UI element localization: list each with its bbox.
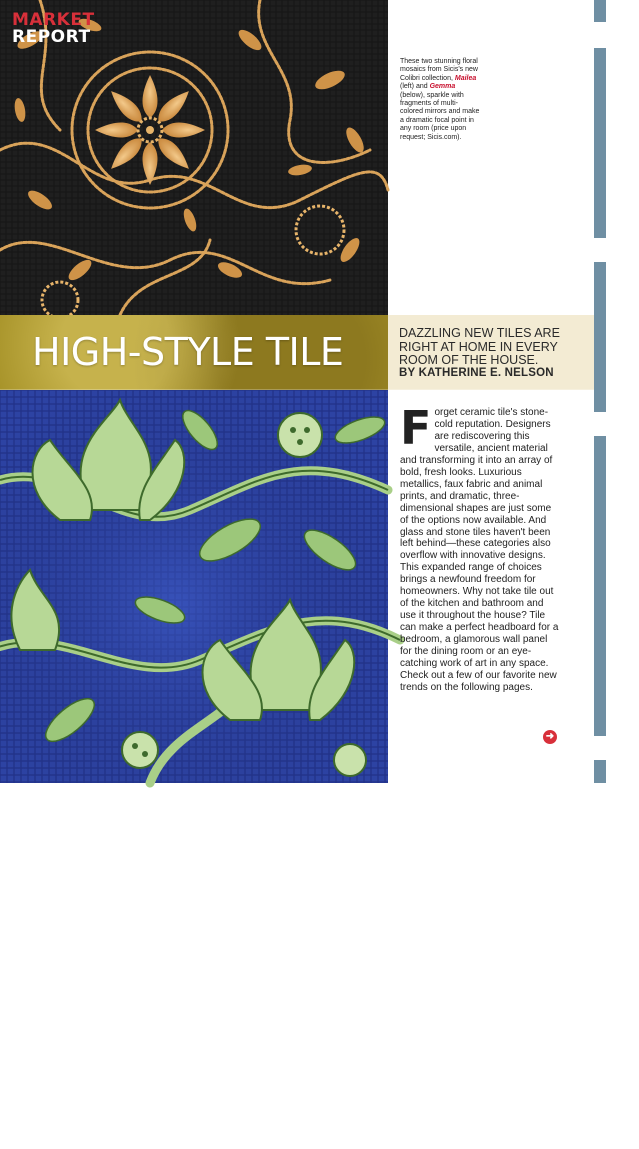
caption-text-3: (below), sparkle with fragments of multi-colored mirrors and make a dramatic focal point in any room (price upon request; Sicis.com). — [400, 91, 480, 141]
page-folio — [24, 1142, 112, 1149]
section-label-line2: REPORT — [12, 27, 91, 47]
edge-tab — [594, 48, 606, 238]
green-floral-mosaic-art — [0, 390, 388, 783]
blue-green-mosaic-photo — [0, 390, 388, 1149]
headline-band — [0, 315, 388, 390]
gold-mosaic-photo — [0, 0, 388, 315]
article-body — [400, 401, 560, 694]
drop-cap: F — [400, 401, 432, 455]
band-divider — [0, 389, 594, 390]
deck-band — [388, 315, 594, 390]
section-label-line1: MARKET — [12, 10, 95, 30]
article-deck: DAZZLING NEW TILES ARE RIGHT AT HOME IN EVERY ROOM OF THE HOUSE. — [399, 326, 560, 368]
article-headline: HIGH-STYLE TILE — [32, 330, 344, 374]
caption-text-1: These two stunning floral mosaics from Sicis's new Colibri collection, — [400, 58, 478, 82]
edge-tab — [594, 436, 606, 736]
arrow-right-icon[interactable]: ➜ — [543, 730, 557, 744]
caption-product-gemma: Gemma — [429, 83, 456, 91]
photo-caption — [400, 58, 480, 142]
edge-tab — [594, 262, 606, 412]
issue-date: MAY 08 — [86, 1142, 112, 1149]
caption-product-mailea: Mailea — [454, 74, 477, 82]
section-label — [12, 12, 95, 46]
magazine-name: NEW HOME — [40, 1142, 82, 1149]
page-edge-tabs — [594, 0, 639, 783]
edge-tab — [594, 760, 606, 783]
article-body-text: orget ceramic tile's stone-cold reputation. Designers are rediscovering this versatile, ancient material and transforming it into an array of bold, fresh looks. Luxurious metallics, faux fabric and animal prints, and dramatic, three-dimensional shapes are just some of the options now available. And glass and stone tiles haven't been left behind—these categories also overflow with innovative designs. This expanded range of choices brings a newfound freedom for homeowners. Why not take tile out of the kitchen and bathroom and use it throughout the house? Tile can make a perfect headboard for a bedroom, a glamorous wall panel for the dining room or an eye-catching work of art in any space. Check out a few of our favorite new trends on the following pages. — [400, 407, 559, 693]
gold-floral-mosaic-art — [0, 0, 388, 315]
caption-text-2: (left) and — [400, 83, 430, 91]
article-byline: BY KATHERINE E. NELSON — [399, 367, 554, 379]
edge-tab — [594, 0, 606, 22]
page-number: 124 — [24, 1142, 37, 1149]
